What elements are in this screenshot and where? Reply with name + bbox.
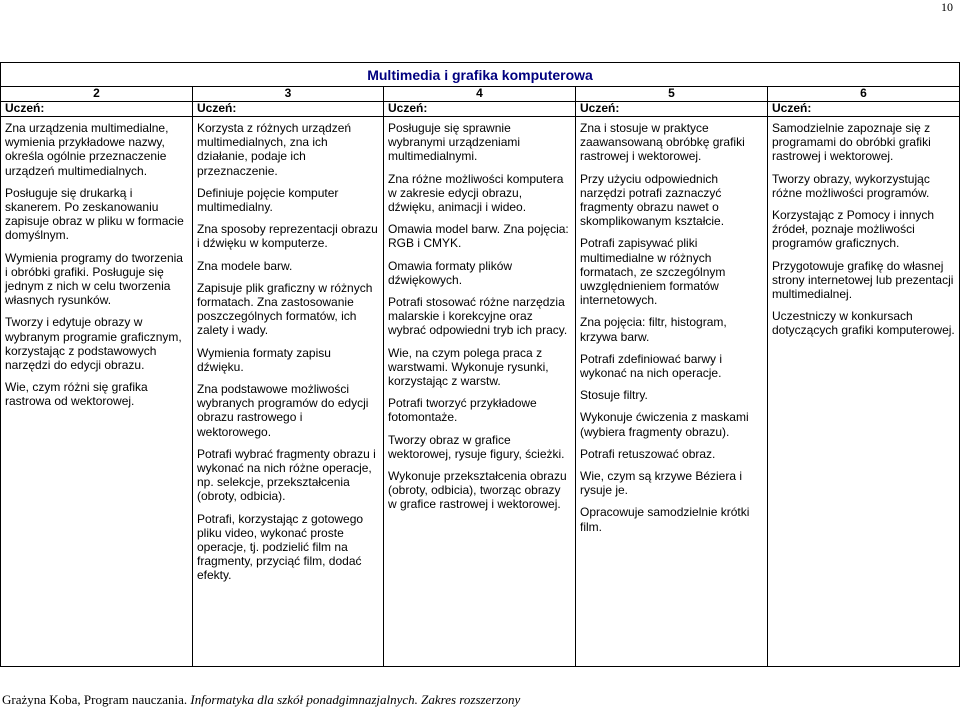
- grading-criteria-table: [0, 62, 960, 667]
- requirement-item: Korzystając z Pomocy i innych źródeł, poznaje możliwości programów graficznych.: [772, 208, 935, 251]
- footer-citation: [2, 692, 520, 708]
- requirement-item: Uczestniczy w konkursach dotyczących grafiki komputerowej.: [772, 309, 955, 338]
- requirement-item: Opracowuje samodzielnie krótki film.: [580, 505, 750, 534]
- requirements-cell: [576, 117, 768, 667]
- requirements-cell: [193, 117, 384, 667]
- requirements-row: [1, 117, 960, 667]
- requirement-item: Posługuje się sprawnie wybranymi urządzeniami multimedialnymi.: [388, 121, 521, 164]
- requirement-item: Zna różne możliwości komputera w zakresie edycji obrazu, dźwięku, animacji i wideo.: [388, 171, 564, 215]
- requirement-item: Tworzy obrazy, wykorzystując różne możliwości programów.: [772, 171, 930, 200]
- requirement-item: Zapisuje plik graficzny w różnych formatach. Zna zastosowanie poszczególnych formatów, ich zalety i wady.: [197, 280, 373, 338]
- grade-header: 6: [768, 87, 960, 102]
- requirement-item: Zna sposoby reprezentacji obrazu i dźwięku w komputerze.: [197, 222, 378, 251]
- footer-publication: Informatyka dla szkół ponadgimnazjalnych. Zakres rozszerzony: [190, 692, 521, 707]
- requirement-item: Wie, czym są krzywe Béziera i rysuje je.: [580, 469, 743, 498]
- requirement-item: Zna i stosuje w praktyce zaawansowaną obróbkę grafiki rastrowej i wektorowej.: [580, 121, 745, 164]
- student-label: Uczeń:: [384, 102, 576, 117]
- requirements-cell: [384, 117, 576, 667]
- requirement-item: Stosuje filtry.: [580, 388, 648, 403]
- student-label: Uczeń:: [1, 102, 193, 117]
- requirement-item: Wie, na czym polega praca z warstwami. Wykonuje rysunki, korzystając z warstw.: [388, 345, 549, 389]
- requirement-item: Zna pojęcia: filtr, histogram, krzywa barw.: [580, 315, 727, 344]
- student-label: Uczeń:: [193, 102, 384, 117]
- requirement-item: Tworzy obraz w grafice wektorowej, rysuje figury, ścieżki.: [388, 432, 565, 461]
- grade-header: 3: [193, 87, 384, 102]
- grade-header: 2: [1, 87, 193, 102]
- requirements-cell: [768, 117, 960, 667]
- table-title: Multimedia i grafika komputerowa: [1, 63, 960, 87]
- requirement-item: Potrafi tworzyć przykładowe fotomontaże.: [388, 396, 537, 425]
- requirement-item: Zna urządzenia multimedialne, wymienia przykładowe nazwy, określa ogólnie przeznaczenie urządzeń multimedialnych.: [5, 121, 169, 178]
- requirement-item: Tworzy i edytuje obrazy w wybranym programie graficznym, korzystając z podstawowych narzędzi do edycji obrazu.: [5, 315, 182, 373]
- requirement-item: Wymienia formaty zapisu dźwięku.: [197, 345, 331, 374]
- requirement-item: Korzysta z różnych urządzeń multimedialnych, zna ich działanie, podaje ich przeznaczenie.: [197, 121, 352, 178]
- requirement-item: Potrafi wybrać fragmenty obrazu i wykonać na nich różne operacje, np. selekcje, przekształcenia (obroty, odbicia).: [197, 446, 376, 504]
- grade-header: 4: [384, 87, 576, 102]
- grade-header: 5: [576, 87, 768, 102]
- requirement-item: Przy użyciu odpowiednich narzędzi potrafi zaznaczyć fragmenty obrazu nawet o skomplikowanym kształcie.: [580, 171, 725, 229]
- requirements-cell: [1, 117, 193, 667]
- requirement-item: Omawia model barw. Zna pojęcia: RGB i CMYK.: [388, 222, 569, 251]
- requirement-item: Definiuje pojęcie komputer multimedialny.: [197, 185, 339, 215]
- requirement-item: Wie, czym różni się grafika rastrowa od wektorowej.: [5, 380, 148, 409]
- requirement-item: Wykonuje ćwiczenia z maskami (wybiera fragmenty obrazu).: [580, 410, 749, 439]
- requirement-item: Wymienia programy do tworzenia i obróbki grafiki. Posługuje się jednym z nich w celu tworzenia własnych rysunków.: [5, 250, 183, 308]
- requirement-item: Zna podstawowe możliwości wybranych programów do edycji obrazu rastrowego i wektorowego.: [197, 382, 369, 439]
- requirement-item: Potrafi zdefiniować barwy i wykonać na nich operacje.: [580, 351, 723, 381]
- student-label: Uczeń:: [576, 102, 768, 117]
- requirement-item: Omawia formaty plików dźwiękowych.: [388, 258, 513, 287]
- requirement-item: Posługuje się drukarką i skanerem. Po zeskanowaniu zapisuje obraz w pliku w formacie domyślnym.: [5, 185, 184, 243]
- requirement-item: Przygotowuje grafikę do własnej strony internetowej lub prezentacji multimedialnej.: [772, 258, 954, 302]
- footer-author: Grażyna Koba, Program nauczania.: [2, 692, 191, 707]
- requirement-item: Samodzielnie zapoznaje się z programami do obróbki grafiki rastrowej i wektorowej.: [772, 121, 931, 164]
- requirement-item: Potrafi zapisywać pliki multimedialne w różnych formatach, ze szczególnym uwzględnieniem formatów internetowych.: [580, 236, 726, 308]
- requirement-item: Wykonuje przekształcenia obrazu (obroty, odbicia), tworząc obrazy w grafice rastrowej i wektorowej.: [388, 469, 567, 512]
- requirement-item: Potrafi retuszować obraz.: [580, 446, 716, 461]
- page-number: 10: [941, 0, 953, 14]
- grade-header-row: [1, 87, 960, 102]
- student-label-row: [1, 102, 960, 117]
- requirement-item: Potrafi, korzystając z gotowego pliku video, wykonać proste operacje, tj. podzielić film na fragmenty, przyciąć film, dodać efekty.: [197, 511, 364, 583]
- requirement-item: Zna modele barw.: [197, 258, 293, 273]
- student-label: Uczeń:: [768, 102, 960, 117]
- requirement-item: Potrafi stosować różne narzędzia malarskie i korekcyjne oraz wybrać odpowiedni tryb ich pracy.: [388, 295, 568, 338]
